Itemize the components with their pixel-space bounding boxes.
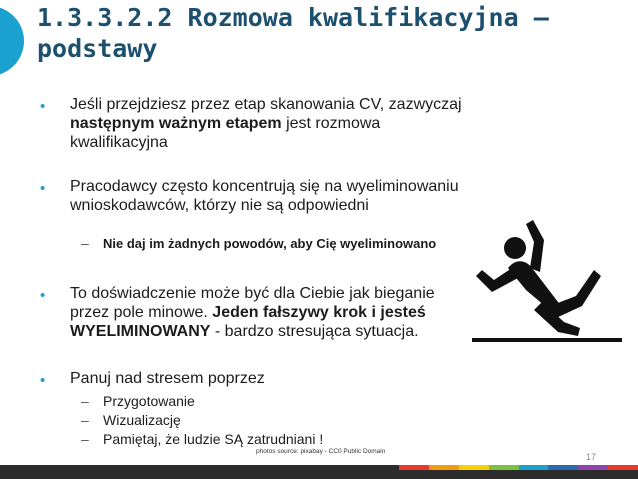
bullet-2-text: Pracodawcy często koncentrują się na wyeliminowaniu wnioskodawców, którzy nie są odpowiedni	[70, 178, 459, 214]
bullet-4-sub-1: Przygotowanie	[103, 393, 195, 409]
bullet-3-part-1: To doświadczenie może być dla Ciebie jak bieganie przez pole minowe.	[70, 285, 435, 321]
bullet-marker: •	[40, 180, 46, 197]
dash-marker: –	[81, 235, 89, 251]
footer-color-strip	[399, 465, 638, 470]
footer-color-segment	[519, 465, 549, 470]
dash-marker: –	[81, 393, 89, 409]
footer-color-segment	[578, 465, 608, 470]
accent-circle	[0, 6, 24, 76]
bullet-4-sub-2: Wizualizację	[103, 412, 181, 428]
footer-color-segment	[608, 465, 638, 470]
dash-marker: –	[81, 412, 89, 428]
bullet-4-text: Panuj nad stresem poprzez	[70, 370, 265, 387]
footer-color-segment	[459, 465, 489, 470]
footer-color-segment	[429, 465, 459, 470]
bullet-1-part-1: Jeśli przejdziesz przez etap skanowania CV, zazwyczaj	[70, 96, 462, 113]
page-number: 17	[585, 452, 596, 462]
footer-color-segment	[548, 465, 578, 470]
bullet-marker: •	[40, 287, 46, 304]
bullet-3-bold: Jeden fałszywy krok i jesteś WYELIMINOWANY	[70, 304, 426, 340]
footer-color-segment	[489, 465, 519, 470]
dash-marker: –	[81, 431, 89, 447]
footer-color-segment	[399, 465, 429, 470]
bullet-4-sub-3: Pamiętaj, że ludzie SĄ zatrudniani !	[103, 431, 324, 447]
bullet-2-sub: Nie daj im żadnych powodów, aby Cię wyeliminowano	[103, 236, 437, 251]
bullet-3-part-3: - bardzo stresująca sytuacja.	[210, 323, 419, 340]
bullet-3-text	[70, 284, 470, 341]
photo-credit: photos source: pixabay - CC0 Public Domain	[256, 448, 386, 455]
bullet-1-bold: następnym ważnym etapem	[70, 115, 282, 132]
bullet-marker: •	[40, 372, 46, 389]
bullet-1-text	[70, 95, 470, 152]
falling-person-icon	[472, 210, 622, 350]
bullet-1-part-3: jest rozmowa kwalifikacyjna	[70, 115, 381, 151]
slide-title: 1.3.3.2.2 Rozmowa kwalifikacyjna – podstawy	[37, 3, 549, 63]
bullet-marker: •	[40, 98, 46, 115]
